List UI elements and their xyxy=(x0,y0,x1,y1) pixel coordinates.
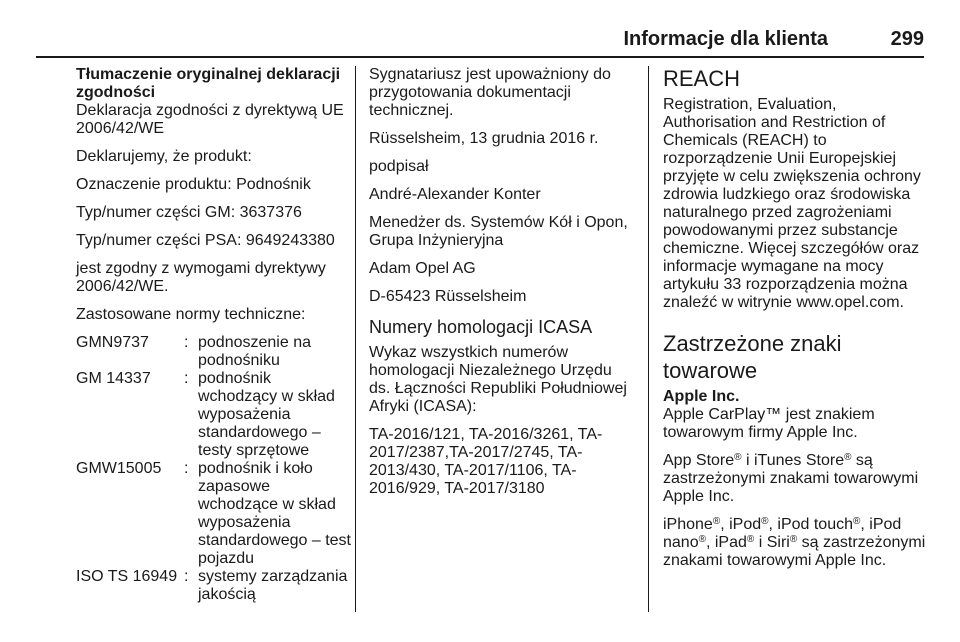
gm-part-number: Typ/numer części GM: 3637376 xyxy=(76,204,302,221)
product-name: Oznaczenie produktu: Podnośnik xyxy=(76,176,311,193)
trademarks-heading: Zastrzeżone znaki towarowe xyxy=(663,331,842,383)
column-divider-1 xyxy=(355,66,356,612)
place-date: Rüsselsheim, 13 grudnia 2016 r. xyxy=(369,130,599,147)
iphone-text: iPhone®, iPod®, iPod touch®, iPod nano®, iPad® i Siri® są zastrzeżonymi znakami towarowymi Apple Inc. xyxy=(663,516,926,569)
norm-description: podnoszenie na podnośniku xyxy=(198,334,311,369)
signatory-name: André-Alexander Konter xyxy=(369,186,541,203)
norm-code: ISO TS 16949 xyxy=(76,568,178,585)
declaration-statement: Deklarujemy, że produkt: xyxy=(76,148,252,165)
norm-separator: : xyxy=(184,568,189,585)
norm-separator: : xyxy=(184,460,189,477)
reach-text: Registration, Evaluation, Authorisation and Restriction of Chemicals (REACH) to rozporządzenie Unii Europejskiej przyjęte w celu zwiększenia ochrony zdrowia ludzkiego oraz środowiska naturalnego przed zagrożeniami powodowanymi przez substancje chemiczne. Więcej szczegółów oraz informacje wymagane na mocy artykułu 33 rozporządzenia można znaleźć w witrynie www.opel.com. xyxy=(663,96,921,311)
header-title: Informacje dla klienta xyxy=(623,28,828,50)
company-address: D-65423 Rüsselsheim xyxy=(369,288,527,305)
declaration-heading: Tłumaczenie oryginalnej deklaracji zgodności xyxy=(76,66,341,101)
icasa-text: Wykaz wszystkich numerów homologacji Niezależnego Urzędu ds. Łączności Republiki Południowej Afryki (ICASA): xyxy=(369,344,627,415)
norm-separator: : xyxy=(184,334,189,351)
norms-table xyxy=(76,334,352,604)
icasa-numbers: TA-2016/121, TA-2016/3261, TA-2017/2387,TA-2017/2745, TA-2013/430, TA-2017/1106, TA-2016/929, TA-2017/3180 xyxy=(369,426,603,497)
norm-description: podnośnik wchodzący w skład wyposażenia standardowego – testy sprzętowe xyxy=(198,370,335,459)
signed-label: podpisał xyxy=(369,158,429,175)
signatory-text: Sygnatariusz jest upoważniony do przygotowania dokumentacji technicznej. xyxy=(369,66,611,119)
table-row xyxy=(76,568,352,604)
compliance-statement: jest zgodny z wymogami dyrektywy 2006/42/WE. xyxy=(76,260,326,295)
psa-part-number: Typ/numer części PSA: 9649243380 xyxy=(76,232,335,249)
norm-code: GM 14337 xyxy=(76,370,151,387)
column-2 xyxy=(369,66,631,508)
carplay-text: Apple CarPlay™ jest znakiem towarowym firmy Apple Inc. xyxy=(663,406,875,441)
column-1 xyxy=(76,66,352,604)
icasa-heading: Numery homologacji ICASA xyxy=(369,317,593,337)
table-row xyxy=(76,334,352,370)
declaration-directive: Deklaracja zgodności z dyrektywą UE 2006/42/WE xyxy=(76,102,344,137)
page-number: 299 xyxy=(890,28,924,50)
signatory-role: Menedżer ds. Systemów Kół i Opon, Grupa Inżynieryjna xyxy=(369,214,628,249)
norm-code: GMW15005 xyxy=(76,460,162,477)
column-divider-2 xyxy=(648,66,649,612)
column-3 xyxy=(663,66,927,580)
norms-label: Zastosowane normy techniczne: xyxy=(76,306,306,323)
apple-heading: Apple Inc. xyxy=(663,388,740,405)
reach-heading: REACH xyxy=(663,66,741,91)
norm-separator: : xyxy=(184,370,189,387)
norm-code: GMN9737 xyxy=(76,334,149,351)
table-row xyxy=(76,370,352,460)
company-name: Adam Opel AG xyxy=(369,260,476,277)
norm-description: systemy zarządzania jakością xyxy=(198,568,348,603)
norm-description: podnośnik i koło zapasowe wchodzące w skład wyposażenia standardowego – test pojazdu xyxy=(198,460,351,567)
table-row xyxy=(76,460,352,568)
page-header xyxy=(36,24,924,58)
appstore-text: App Store® i iTunes Store® są zastrzeżonymi znakami towarowymi Apple Inc. xyxy=(663,452,919,505)
